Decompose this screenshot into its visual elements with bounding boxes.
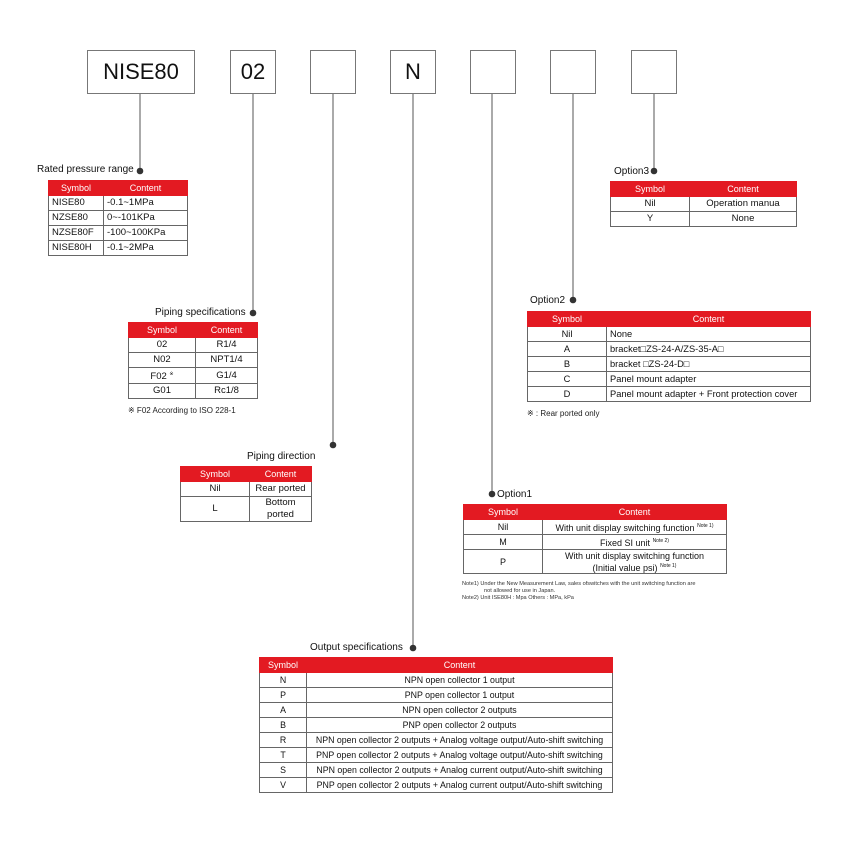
connector-dot — [570, 297, 577, 304]
column-header: Symbol — [260, 658, 307, 673]
table-row: G01 Rc1/8 — [129, 384, 258, 399]
table-row: Nil Rear ported — [181, 482, 312, 497]
table-row: L Bottom ported — [181, 497, 312, 522]
model-box-option3 — [631, 50, 677, 94]
table-row: Nil None — [528, 327, 811, 342]
connector-dot — [489, 491, 496, 498]
table-row: Y None — [611, 212, 797, 227]
table-row: B bracket □ZS-24-D□ — [528, 357, 811, 372]
column-header: Content — [607, 312, 811, 327]
connector-dot — [137, 168, 144, 175]
rated-pressure-title: Rated pressure range — [37, 164, 134, 175]
model-box-piping: 02 — [230, 50, 276, 94]
column-header: Content — [250, 467, 312, 482]
model-box-series: NISE80 — [87, 50, 195, 94]
table-row: R NPN open collector 2 outputs + Analog voltage output/Auto-shift switching — [260, 733, 613, 748]
table-row: A NPN open collector 2 outputs — [260, 703, 613, 718]
model-box-option1 — [470, 50, 516, 94]
option1-notes — [462, 581, 696, 602]
output-spec-table — [259, 657, 613, 793]
option2-note: ※ : Rear ported only — [527, 409, 600, 418]
column-header: Content — [690, 182, 797, 197]
table-row: NZSE80 0~-101KPa — [49, 211, 188, 226]
table-row: NISE80 -0.1~1MPa — [49, 196, 188, 211]
table-row: C Panel mount adapter — [528, 372, 811, 387]
piping-spec-note: ※ F02 According to ISO 228-1 — [128, 406, 236, 415]
model-box-output: N — [390, 50, 436, 94]
piping-direction-table — [180, 466, 312, 522]
table-row: Nil Operation manua — [611, 197, 797, 212]
table-row: B PNP open collector 2 outputs — [260, 718, 613, 733]
column-header: Content — [196, 323, 258, 338]
table-row: NZSE80F -100~100KPa — [49, 226, 188, 241]
piping-spec-title: Piping specifications — [155, 307, 246, 318]
table-row: Nil With unit display switching function $^{Note 1)}$ — [464, 520, 727, 535]
column-header: Symbol — [611, 182, 690, 197]
table-row: V PNP open collector 2 outputs + Analog current output/Auto-shift switching — [260, 778, 613, 793]
piping-direction-title: Piping direction — [247, 451, 316, 462]
table-row: P With unit display switching function (Initial value psi) $^{Note 1)}$ — [464, 550, 727, 574]
connector-dot — [250, 310, 257, 317]
table-row: NISE80H -0.1~2MPa — [49, 241, 188, 256]
connector-dot — [651, 168, 658, 175]
column-header: Content — [104, 181, 188, 196]
table-row: N02 NPT1/4 — [129, 353, 258, 368]
table-row: N NPN open collector 1 output — [260, 673, 613, 688]
option1-note: Note1) Under the New Measurement Law, sales ofswitches with the unit switching function are — [462, 581, 696, 587]
table-row: D Panel mount adapter + Front protection cover — [528, 387, 811, 402]
output-spec-title: Output specifications — [310, 642, 403, 653]
piping-spec-table — [128, 322, 258, 399]
column-header: Symbol — [528, 312, 607, 327]
option3-title: Option3 — [614, 166, 650, 177]
model-box-option2 — [550, 50, 596, 94]
column-header: Symbol — [49, 181, 104, 196]
table-row: M Fixed SI unit $^{Note 2)}$ — [464, 535, 727, 550]
column-header: Content — [307, 658, 613, 673]
option3-table — [610, 181, 797, 227]
option2-table — [527, 311, 811, 402]
option1-title: Option1 — [497, 489, 533, 500]
table-row: T PNP open collector 2 outputs + Analog voltage output/Auto-shift switching — [260, 748, 613, 763]
table-row: S NPN open collector 2 outputs + Analog current output/Auto-shift switching — [260, 763, 613, 778]
model-box-direction — [310, 50, 356, 94]
option2-title: Option2 — [530, 295, 566, 306]
column-header: Symbol — [181, 467, 250, 482]
connector-dot — [410, 645, 417, 652]
table-row: A bracket□ZS-24-A/ZS-35-A□ — [528, 342, 811, 357]
column-header: Symbol — [129, 323, 196, 338]
option1-table — [463, 504, 727, 574]
column-header: Symbol — [464, 505, 543, 520]
connector-dot — [330, 442, 337, 449]
rated-pressure-table — [48, 180, 188, 256]
table-row: 02 R1/4 — [129, 338, 258, 353]
option1-note: not allowed for use in Japan. — [484, 588, 556, 594]
table-row: P PNP open collector 1 output — [260, 688, 613, 703]
table-row: F02 ※ G1/4 — [129, 368, 258, 384]
column-header: Content — [543, 505, 727, 520]
option1-note: Note2) Unit ISE80H : Mpa Others : MPa, kPa — [462, 595, 574, 601]
